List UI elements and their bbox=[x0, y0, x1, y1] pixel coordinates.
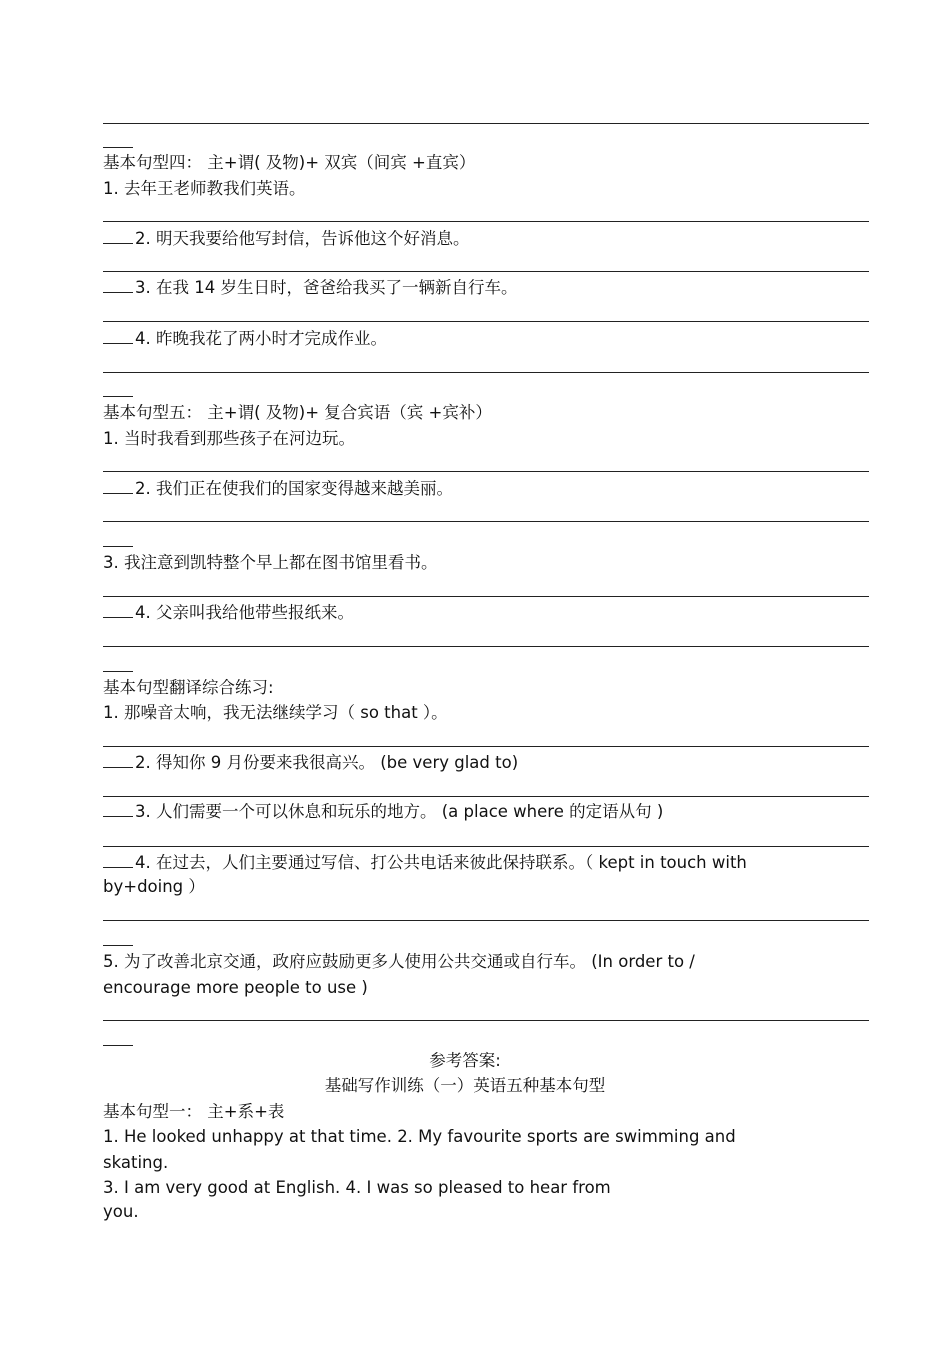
section5-item-1: 1. 当时我看到那些孩子在河边玩。 bbox=[103, 429, 355, 448]
section4-title: 基本句型四： 主+谓( 及物)+ 双宾（间宾 +直宾） bbox=[103, 153, 476, 172]
answer-line[interactable] bbox=[103, 321, 869, 322]
answer-line[interactable] bbox=[103, 1020, 869, 1021]
answer-line[interactable] bbox=[103, 372, 869, 373]
section4-item-2: 2. 明天我要给他写封信，告诉他这个好消息。 bbox=[103, 229, 470, 249]
practice-item-4-cont: by+doing ） bbox=[103, 877, 205, 896]
practice-title: 基本句型翻译综合练习: bbox=[103, 678, 274, 697]
answer-line-text: skating. bbox=[103, 1153, 169, 1172]
practice-item-3: 3. 人们需要一个可以休息和玩乐的地方。 (a place where 的定语从句 ) bbox=[103, 802, 663, 822]
answer-line-stub[interactable] bbox=[103, 396, 133, 397]
answer-line[interactable] bbox=[103, 221, 869, 222]
answer-line[interactable] bbox=[103, 796, 869, 797]
practice-item-2: 2. 得知你 9 月份要来我很高兴。 (be very glad to) bbox=[103, 753, 518, 773]
answers-subtitle: 基础写作训练（一）英语五种基本句型 bbox=[324, 1076, 606, 1095]
answer-line-stub[interactable] bbox=[103, 945, 133, 946]
answer-line-stub[interactable] bbox=[103, 147, 133, 148]
section4-item-3: 3. 在我 14 岁生日时，爸爸给我买了一辆新自行车。 bbox=[103, 278, 517, 298]
answers-heading: 参考答案: bbox=[429, 1051, 501, 1070]
practice-item-5: 5. 为了改善北京交通，政府应鼓励更多人使用公共交通或自行车。 (In order to / bbox=[103, 952, 695, 971]
answer-line[interactable] bbox=[103, 271, 869, 272]
answer-line[interactable] bbox=[103, 646, 869, 647]
answer-line[interactable] bbox=[103, 596, 869, 597]
answers-section1-title: 基本句型一： 主+系+表 bbox=[103, 1102, 285, 1121]
answer-line[interactable] bbox=[103, 746, 869, 747]
section4-item-4: 4. 昨晚我花了两小时才完成作业。 bbox=[103, 329, 387, 349]
practice-item-4: 4. 在过去，人们主要通过写信、打公共电话来彼此保持联系。（ kept in touch with bbox=[103, 853, 747, 873]
practice-item-5-cont: encourage more people to use ) bbox=[103, 978, 368, 997]
answer-line[interactable] bbox=[103, 846, 869, 847]
answer-line-text: you. bbox=[103, 1202, 139, 1221]
answer-line-stub[interactable] bbox=[103, 671, 133, 672]
section5-title: 基本句型五： 主+谓( 及物)+ 复合宾语（宾 +宾补） bbox=[103, 403, 492, 422]
section5-item-3: 3. 我注意到凯特整个早上都在图书馆里看书。 bbox=[103, 553, 438, 572]
practice-item-1: 1. 那噪音太响，我无法继续学习（ so that ）。 bbox=[103, 703, 448, 722]
answer-line-text: 1. He looked unhappy at that time. 2. My favourite sports are swimming and bbox=[103, 1127, 736, 1146]
answer-line[interactable] bbox=[103, 471, 869, 472]
answer-line-stub[interactable] bbox=[103, 1045, 133, 1046]
section5-item-4: 4. 父亲叫我给他带些报纸来。 bbox=[103, 603, 354, 623]
answer-line[interactable] bbox=[103, 123, 869, 124]
answer-line[interactable] bbox=[103, 920, 869, 921]
answer-line-stub[interactable] bbox=[103, 546, 133, 547]
answer-line-text: 3. I am very good at English. 4. I was so pleased to hear from bbox=[103, 1178, 611, 1197]
answer-line[interactable] bbox=[103, 521, 869, 522]
section4-item-1: 1. 去年王老师教我们英语。 bbox=[103, 179, 306, 198]
section5-item-2: 2. 我们正在使我们的国家变得越来越美丽。 bbox=[103, 479, 453, 499]
